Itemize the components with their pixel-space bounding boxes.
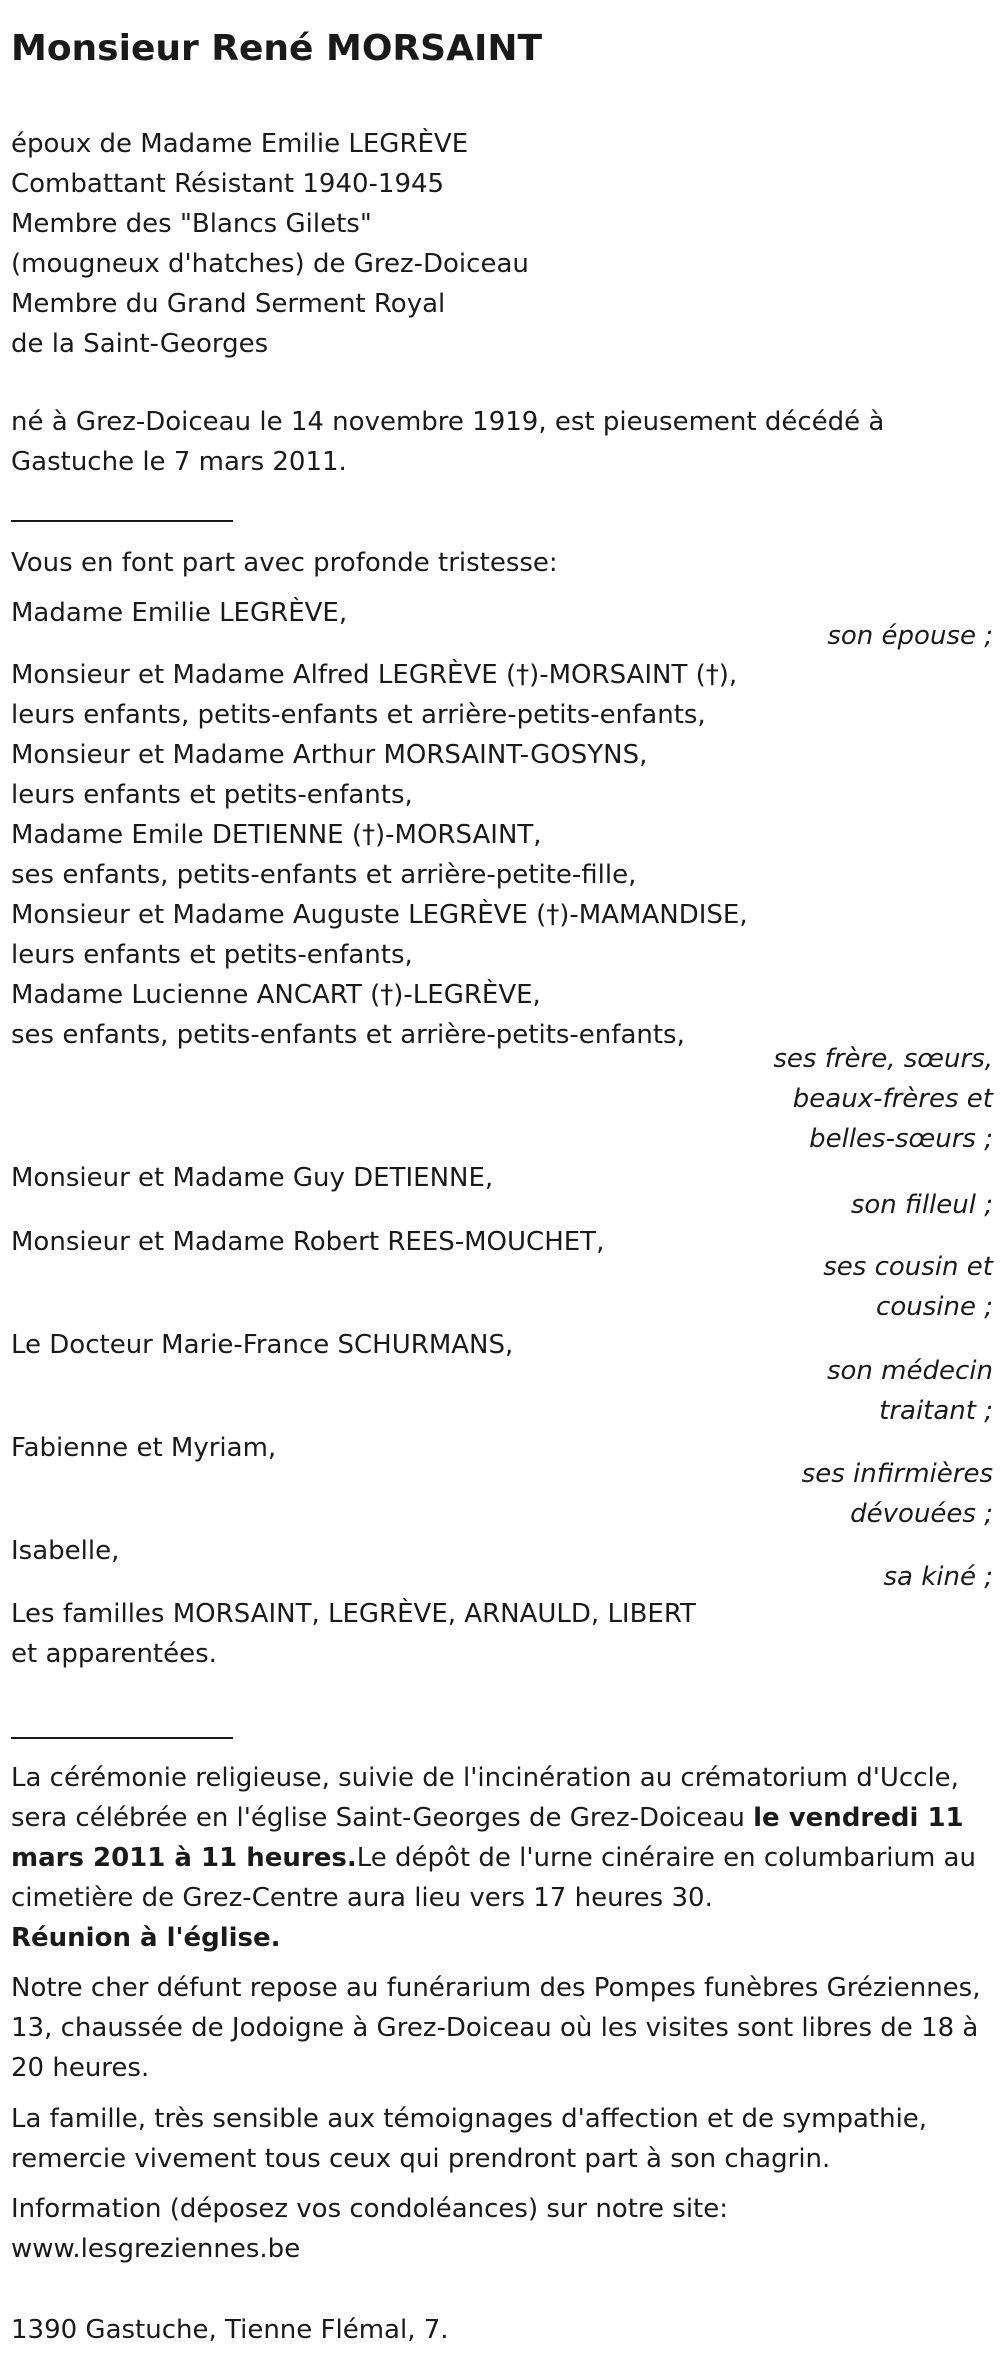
intro-line: Membre du Grand Serment Royal: [11, 289, 446, 319]
thanks-text: La famille, très sensible aux témoignages d'affection et de sympathie, remercie vivement tous ceux qui prendront part à son chagrin.: [11, 2104, 928, 2174]
reunion-heading: [11, 1918, 993, 1958]
ceremony-urn-text: Le dépôt de l'urne cinéraire en columbarium au cimetière de Grez-Centre aura lieu vers 17 heures 30.: [11, 1843, 976, 1913]
physio-name-text: Isabelle,: [11, 1536, 120, 1566]
birth-line: Gastuche le 7 mars 2011.: [11, 447, 347, 477]
spouse-name-text: Madame Emilie LEGRÈVE,: [11, 598, 348, 628]
intro-line: époux de Madame Emilie LEGRÈVE: [11, 129, 469, 159]
ceremony-paragraph: [11, 1758, 993, 1918]
families-line: Les familles MORSAINT, LEGRÈVE, ARNAULD, LIBERT: [11, 1599, 696, 1629]
intro-line: (mougneux d'hatches) de Grez-Doiceau: [11, 249, 529, 279]
page-title: Monsieur René MORSAINT: [11, 28, 543, 69]
nurses-role-line: ses infirmières: [801, 1459, 993, 1489]
address-line: [11, 2310, 993, 2350]
sibling-line: leurs enfants et petits-enfants,: [11, 780, 413, 810]
intro-line: de la Saint-Georges: [11, 329, 269, 359]
nurses-role-line: dévouées ;: [850, 1499, 993, 1529]
cousins-role-line: cousine ;: [876, 1292, 993, 1322]
sibling-line: Madame Lucienne ANCART (†)-LEGRÈVE,: [11, 980, 541, 1010]
intro-line: Membre des "Blancs Gilets": [11, 209, 372, 239]
siblings-role-line: beaux-frères et: [792, 1084, 993, 1114]
cousins-role: [823, 1247, 993, 1327]
sibling-line: ses enfants, petits-enfants et arrière-petite-fille,: [11, 860, 637, 890]
families-block: [11, 1594, 993, 1674]
intro-block: [11, 124, 993, 364]
godson-name-text: Monsieur et Madame Guy DETIENNE,: [11, 1163, 494, 1193]
announce-text: [11, 543, 993, 583]
funeral-home-text: Notre cher défunt repose au funérarium des Pompes funèbres Gréziennes, 13, chaussée de Jodoigne à Grez-Doiceau où les visites sont libres de 18 à 20 heures.: [11, 1973, 981, 2083]
sibling-line: leurs enfants, petits-enfants et arrière-petits-enfants,: [11, 700, 706, 730]
reunion-text: Réunion à l'église.: [11, 1923, 281, 1953]
doctor-role: [827, 1351, 993, 1431]
doctor-name-text: Le Docteur Marie-France SCHURMANS,: [11, 1330, 514, 1360]
siblings-block: [11, 655, 993, 1055]
physio-name: [11, 1531, 993, 1571]
sibling-line: Monsieur et Madame Arthur MORSAINT-GOSYNS,: [11, 740, 648, 770]
godson-role: son filleul ;: [850, 1190, 993, 1220]
announce-line: Vous en font part avec profonde tristesse:: [11, 548, 558, 578]
siblings-role: [773, 1039, 993, 1159]
siblings-role-line: ses frère, sœurs,: [773, 1044, 993, 1074]
siblings-role-line: belles-sœurs ;: [809, 1124, 993, 1154]
godson-name: [11, 1158, 993, 1198]
funeral-home-paragraph: [11, 1968, 993, 2088]
cousins-role-line: ses cousin et: [823, 1252, 993, 1282]
sibling-line: Monsieur et Madame Alfred LEGRÈVE (†)-MORSAINT (†),: [11, 660, 738, 690]
info-paragraph: [11, 2189, 993, 2269]
families-line: et apparentées.: [11, 1639, 217, 1669]
ceremony-date: le vendredi 11 mars 2011 à 11 heures.: [11, 1803, 964, 1873]
website-link[interactable]: www.lesgreziennes.be: [11, 2234, 301, 2264]
separator: [11, 1737, 233, 1739]
doctor-role-line: son médecin: [826, 1356, 993, 1386]
sibling-line: ses enfants, petits-enfants et arrière-petits-enfants,: [11, 1020, 685, 1050]
physio-role: sa kiné ;: [883, 1562, 993, 1592]
doctor-role-line: traitant ;: [879, 1396, 993, 1426]
thanks-paragraph: [11, 2099, 993, 2179]
birth-line: né à Grez-Doiceau le 14 novembre 1919, est pieusement décédé à: [11, 407, 885, 437]
cousins-name-text: Monsieur et Madame Robert REES-MOUCHET,: [11, 1227, 605, 1257]
nurses-name-text: Fabienne et Myriam,: [11, 1433, 277, 1463]
sibling-line: Monsieur et Madame Auguste LEGRÈVE (†)-MAMANDISE,: [11, 900, 748, 930]
intro-line: Combattant Résistant 1940-1945: [11, 169, 445, 199]
spouse-role: son épouse ;: [827, 621, 993, 651]
address-text: 1390 Gastuche, Tienne Flémal, 7.: [11, 2315, 449, 2345]
separator: [11, 520, 233, 522]
sibling-line: Madame Emile DETIENNE (†)-MORSAINT,: [11, 820, 542, 850]
ceremony-text: La cérémonie religieuse, suivie de l'incinération au crématorium d'Uccle, sera célébrée en l'église Saint-Georges de Grez-Doiceau: [11, 1763, 959, 1833]
info-label: Information (déposez vos condoléances) sur notre site:: [11, 2194, 729, 2224]
sibling-line: leurs enfants et petits-enfants,: [11, 940, 413, 970]
birth-block: [11, 402, 993, 482]
nurses-role: [802, 1454, 993, 1534]
